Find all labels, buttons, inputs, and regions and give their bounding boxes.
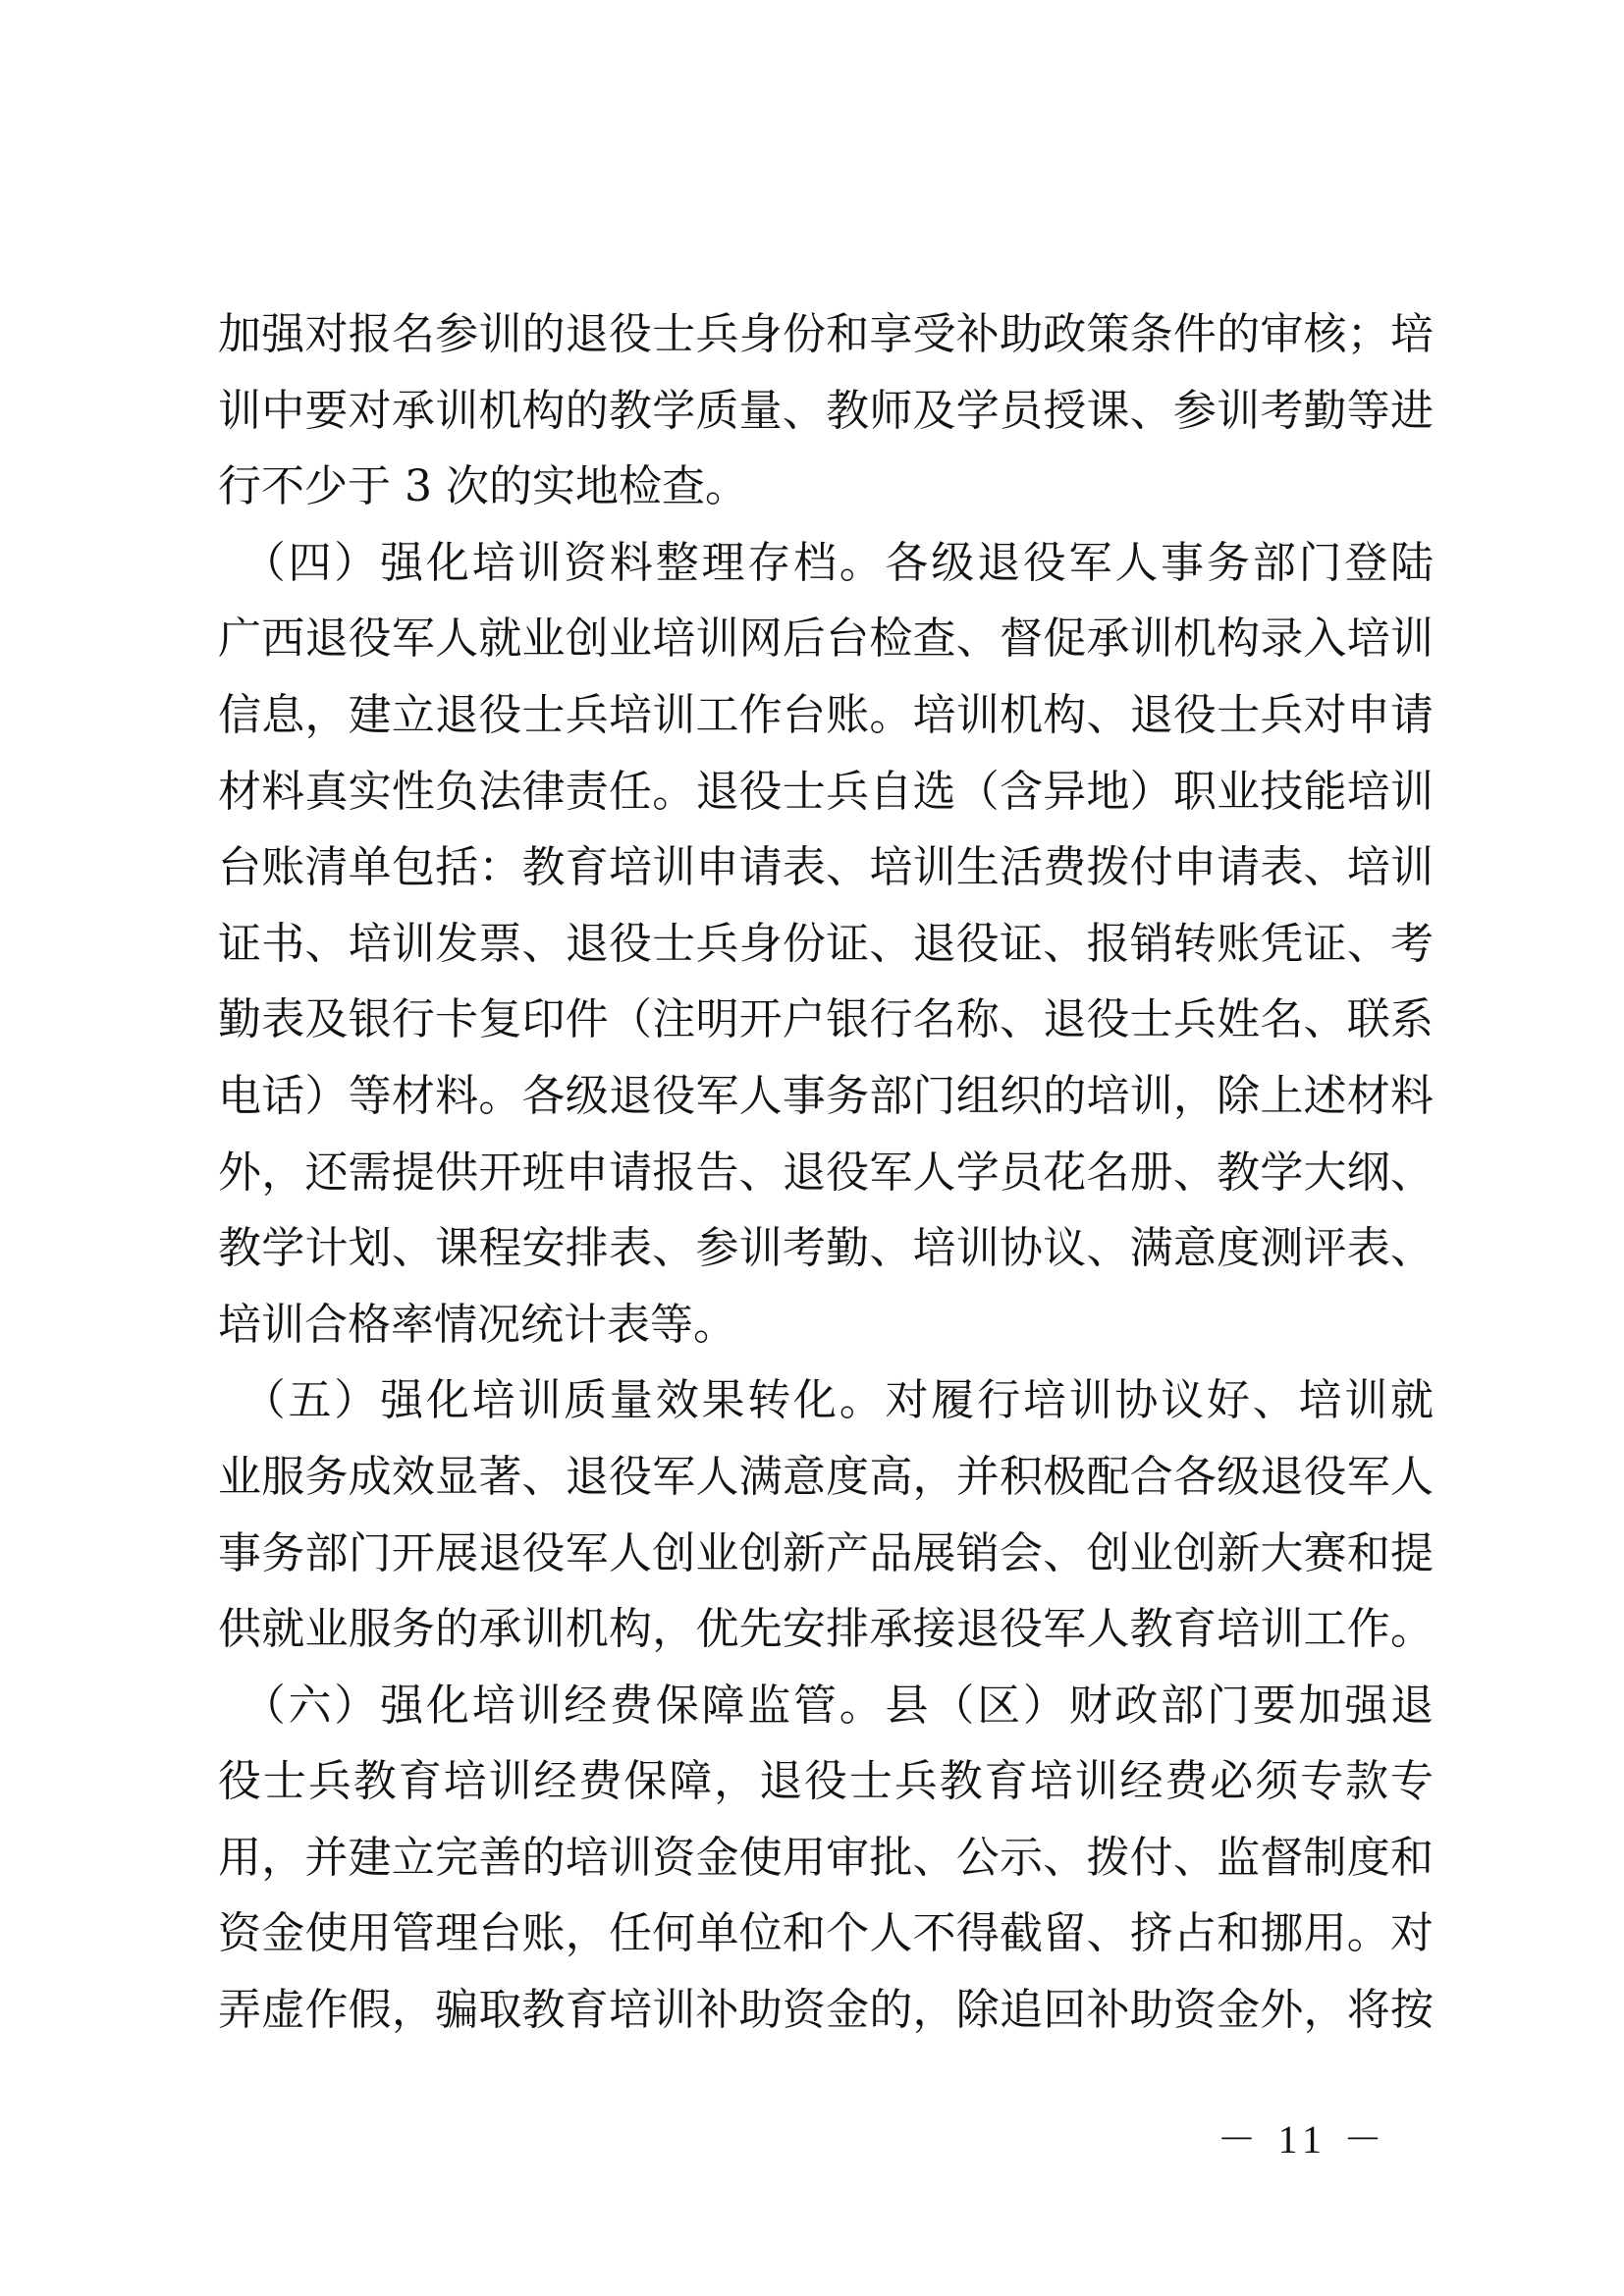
body-text [218, 296, 1434, 2049]
page-number: － 11 － [1217, 2117, 1388, 2162]
section-heading-line: （六）强化培训经费保障监管。县（区）财政部门要加强退 [218, 1680, 1434, 1731]
text-line: 弄虚作假，骗取教育培训补助资金的，除追回补助资金外，将按 [218, 1985, 1434, 2036]
text-line: 役士兵教育培训经费保障，退役士兵教育培训经费必须专款专 [218, 1756, 1434, 1807]
text-line: 供就业服务的承训机构，优先安排承接退役军人教育培训工作。 [218, 1604, 1434, 1655]
section-heading-line: （四）强化培训资料整理存档。各级退役军人事务部门登陆 [218, 537, 1434, 588]
text-line: 训中要对承训机构的教学质量、教师及学员授课、参训考勤等进 [218, 385, 1434, 436]
text-line: 电话）等材料。各级退役军人事务部门组织的培训，除上述材料 [218, 1070, 1434, 1121]
text-line: 教学计划、课程安排表、参训考勤、培训协议、满意度测评表、 [218, 1223, 1434, 1274]
text-line: 信息，建立退役士兵培训工作台账。培训机构、退役士兵对申请 [218, 689, 1434, 740]
section-heading-line: （五）强化培训质量效果转化。对履行培训协议好、培训就 [218, 1375, 1434, 1426]
text-line: 材料真实性负法律责任。退役士兵自选（含异地）职业技能培训 [218, 766, 1434, 817]
text-line: 外，还需提供开班申请报告、退役军人学员花名册、教学大纲、 [218, 1147, 1434, 1198]
text-line: 勤表及银行卡复印件（注明开户银行名称、退役士兵姓名、联系 [218, 994, 1434, 1045]
text-line: 加强对报名参训的退役士兵身份和享受补助政策条件的审核；培 [218, 309, 1434, 359]
text-line: 用，并建立完善的培训资金使用审批、公示、拨付、监督制度和 [218, 1832, 1434, 1883]
text-line: 证书、培训发票、退役士兵身份证、退役证、报销转账凭证、考 [218, 918, 1434, 969]
text-line: 行不少于 3 次的实地检查。 [218, 461, 748, 512]
text-line: 台账清单包括：教育培训申请表、培训生活费拨付申请表、培训 [218, 842, 1434, 893]
text-line: 资金使用管理台账，任何单位和个人不得截留、挤占和挪用。对 [218, 1908, 1434, 1959]
text-line: 业服务成效显著、退役军人满意度高，并积极配合各级退役军人 [218, 1451, 1434, 1502]
text-line: 广西退役军人就业创业培训网后台检查、督促承训机构录入培训 [218, 614, 1434, 665]
text-line: 事务部门开展退役军人创业创新产品展销会、创业创新大赛和提 [218, 1527, 1434, 1578]
text-line: 培训合格率情况统计表等。 [218, 1299, 736, 1350]
